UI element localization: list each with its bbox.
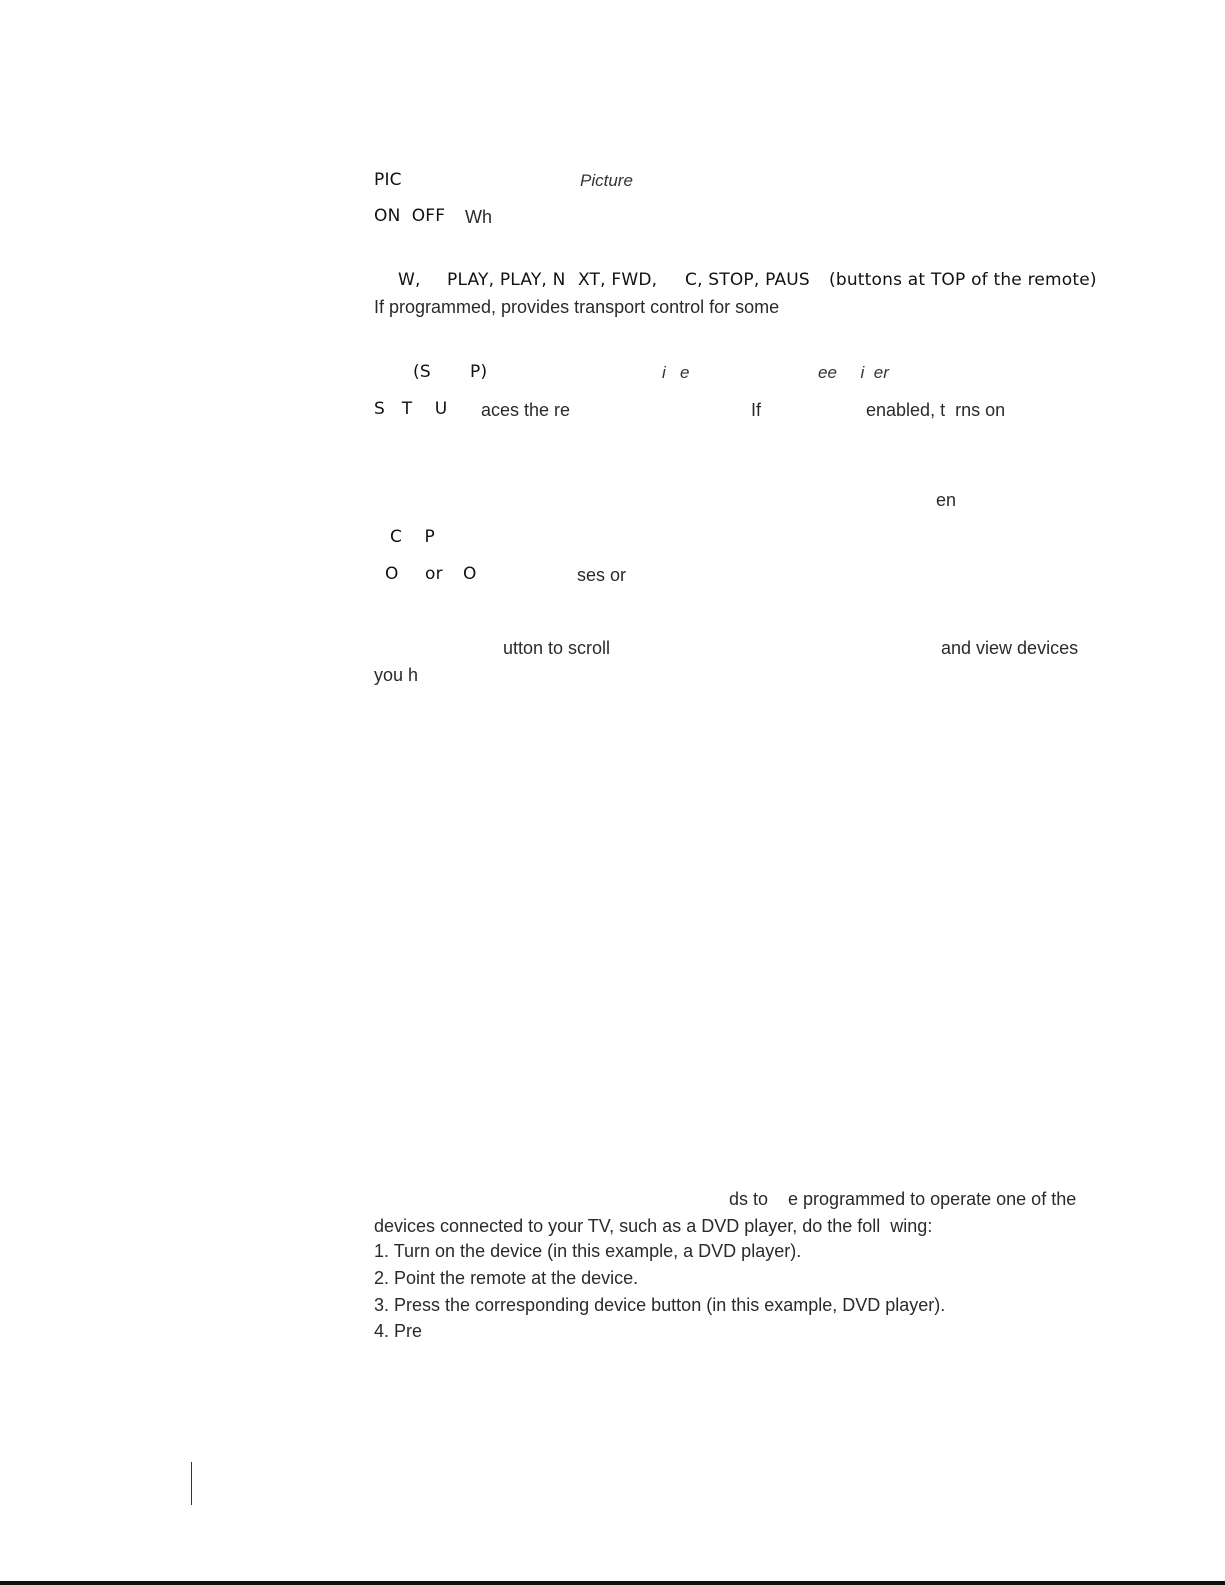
pic-heading: PIC: [374, 170, 402, 190]
o-label-1: O: [385, 564, 399, 584]
transport-heading-w: W,: [398, 270, 421, 290]
step-1: 1. Turn on the device (in this example, a DVD player).: [374, 1241, 802, 1261]
transport-heading-note: (buttons at TOP of the remote): [829, 270, 1097, 290]
scroll-text: utton to scroll: [503, 638, 611, 658]
picture-italic-label: Picture: [580, 171, 633, 190]
margin-rule: [191, 1462, 192, 1505]
or-label: or: [425, 564, 443, 584]
bottom-rule: [0, 1581, 1225, 1585]
transport-body: If programmed, provides transport control for some: [374, 297, 780, 317]
step-3: 3. Press the corresponding device button (in this example, DVD player).: [374, 1295, 946, 1315]
setup-italic-2: ee i er: [818, 363, 889, 382]
program-intro: ds to e programmed to operate one of the: [729, 1189, 1077, 1209]
setup-text-3: enabled, t rns on: [866, 400, 1006, 420]
setup-label: S T U: [374, 399, 448, 419]
on-off-text: Wh: [465, 207, 492, 227]
you-h-text: you h: [374, 665, 419, 685]
o-label-2: O: [463, 564, 477, 584]
on-off-label: ON OFF: [374, 206, 446, 226]
transport-heading-b: XT, FWD,: [578, 270, 658, 290]
ses-or-text: ses or: [577, 565, 627, 585]
program-intro-2: devices connected to your TV, such as a DVD player, do the foll wing:: [374, 1216, 933, 1236]
setup-text-2: If: [751, 400, 762, 420]
cp-label: C P: [390, 527, 435, 547]
transport-heading-a: PLAY, PLAY, N: [447, 270, 566, 290]
setup-heading: (S P): [413, 362, 488, 382]
setup-text-1: aces the re: [481, 400, 571, 420]
step-2: 2. Point the remote at the device.: [374, 1268, 639, 1288]
fragment-en: en: [936, 490, 957, 510]
setup-italic-1: i e: [662, 363, 690, 382]
transport-heading-c: C, STOP, PAUS: [685, 270, 810, 290]
view-devices-text: and view devices: [941, 638, 1079, 658]
step-4: 4. Pre: [374, 1321, 423, 1341]
